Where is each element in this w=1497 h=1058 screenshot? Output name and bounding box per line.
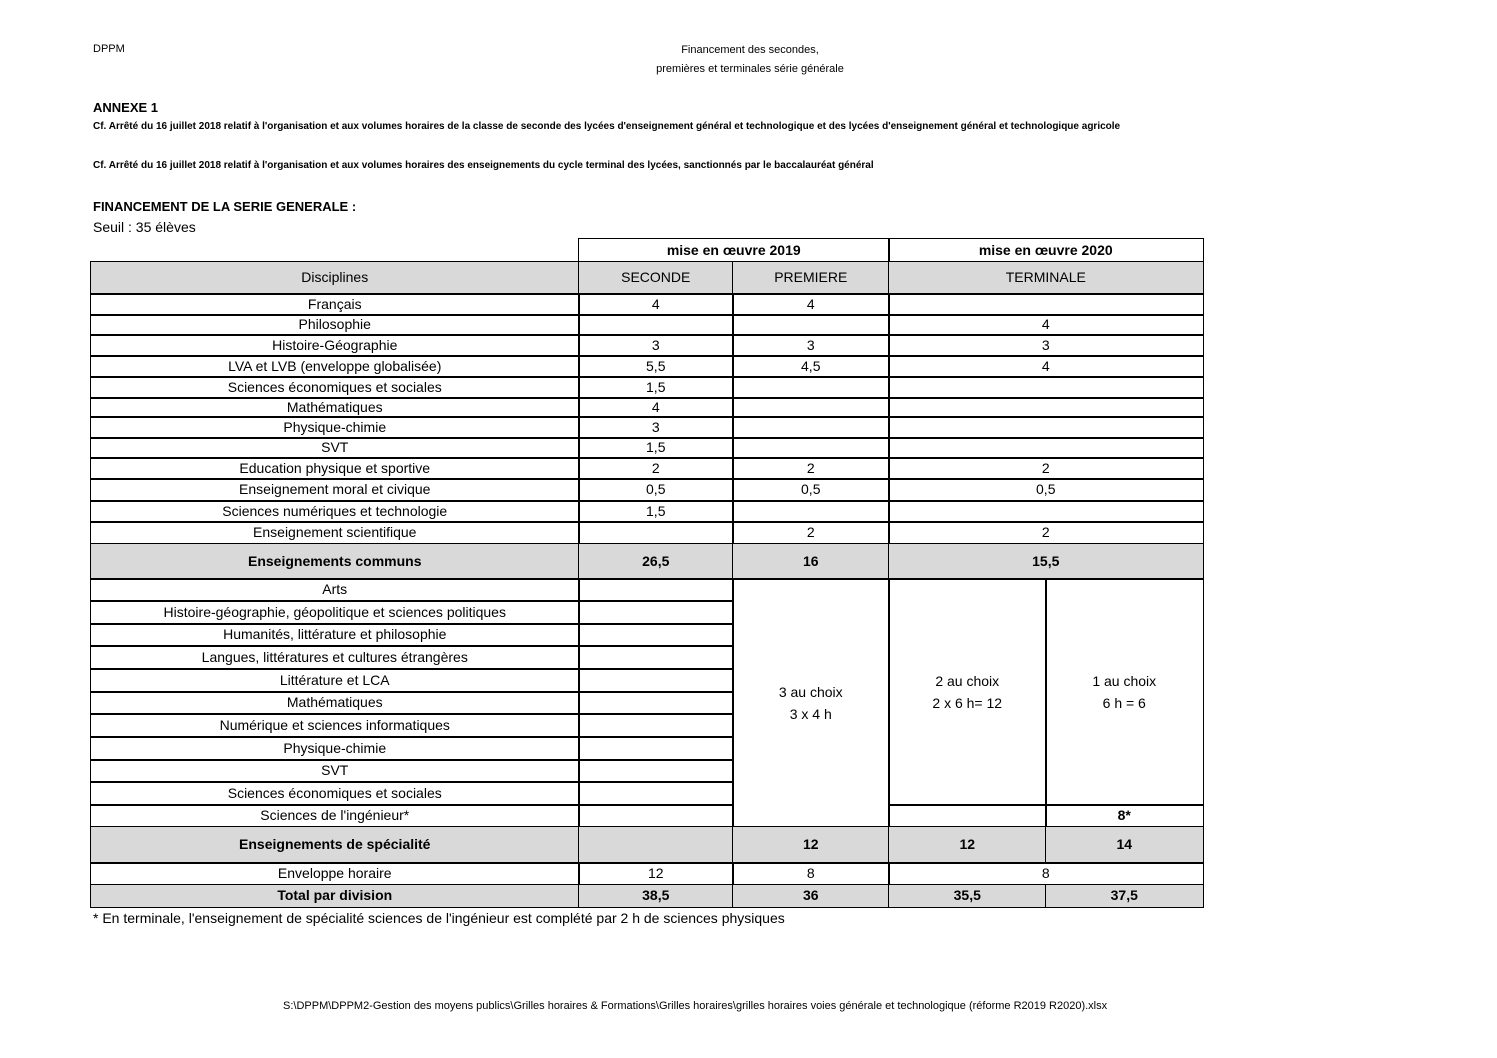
col-header-terminale: TERMINALE <box>888 261 1204 295</box>
terminale-hours: 3 <box>888 334 1204 357</box>
seconde-hours: 0,5 <box>578 478 734 502</box>
communs-label: Enseignements communs <box>90 543 580 580</box>
enveloppe-label: Enveloppe horaire <box>90 862 580 886</box>
seconde-empty-cell <box>578 781 734 806</box>
communs-terminale: 15,5 <box>888 543 1204 580</box>
terminale-choice-b <box>1045 578 1204 806</box>
file-path: S:\DPPM\DPPM2-Gestion des moyens publics\Grilles horaires & Formations\Grilles horaires\grilles horaires voies générale et technologique (réforme R2019 R2020).xlsx <box>283 1000 1108 1012</box>
discipline-label: Français <box>90 293 580 316</box>
terminale-hours: 4 <box>888 314 1204 336</box>
communs-premiere: 16 <box>732 543 890 580</box>
premiere-choice-line-1: 3 au choix <box>778 683 843 700</box>
premiere-hours <box>732 314 890 336</box>
discipline-label: Sciences économiques et sociales <box>90 376 580 399</box>
seconde-hours: 4 <box>578 397 734 418</box>
communs-seconde: 26,5 <box>578 543 734 580</box>
seconde-hours <box>578 314 734 336</box>
specialite-seconde <box>578 826 734 864</box>
header-left: DPPM <box>93 43 125 55</box>
total-label: Total par division <box>90 884 580 908</box>
specialite-total-label: Enseignements de spécialité <box>90 826 580 864</box>
seconde-hours: 3 <box>578 416 734 439</box>
seconde-hours: 3 <box>578 334 734 357</box>
header-line-1: Financement des secondes, <box>681 44 819 56</box>
premiere-hours: 2 <box>732 457 890 480</box>
col-header-seconde: SECONDE <box>578 261 734 295</box>
seconde-empty-cell <box>578 645 734 670</box>
discipline-label: Education physique et sportive <box>90 457 580 480</box>
terminale-choice-b-line-1: 1 au choix <box>1092 672 1157 689</box>
specialite-label: Langues, littératures et cultures étrangères <box>90 645 580 670</box>
seconde-empty-cell <box>578 759 734 783</box>
terminale-hours: 2 <box>888 457 1204 480</box>
financement-title: FINANCEMENT DE LA SERIE GENERALE : <box>93 199 357 214</box>
seconde-empty-cell <box>578 623 734 647</box>
specialite-label: Physique-chimie <box>90 736 580 761</box>
enveloppe-premiere: 8 <box>732 862 890 886</box>
terminale-choice-a-line-1: 2 au choix <box>935 672 1000 689</box>
premiere-hours: 2 <box>732 521 890 545</box>
seuil-label: Seuil : 35 élèves <box>93 219 196 235</box>
seconde-empty-cell <box>578 804 734 828</box>
specialite-label: Numérique et sciences informatiques <box>90 713 580 738</box>
specialite-label: Humanités, littérature et philosophie <box>90 623 580 647</box>
specialite-label: Mathématiques <box>90 691 580 715</box>
terminale-choice-a-line-2: 2 x 6 h= 12 <box>932 694 1003 711</box>
premiere-hours: 4,5 <box>732 355 890 378</box>
reference-2: Cf. Arrêté du 16 juillet 2018 relatif à l'organisation et aux volumes horaires des enseignements du cycle terminal des lycées, sanctionnés par le baccalauréat général <box>93 160 874 171</box>
specialite-label: Histoire-géographie, géopolitique et sciences politiques <box>90 600 580 625</box>
footnote: * En terminale, l'enseignement de spécialité sciences de l'ingénieur est complété par 2 h de sciences physiques <box>93 910 785 926</box>
group-2019-header: mise en œuvre 2019 <box>578 238 890 263</box>
specialite-label: SVT <box>90 759 580 783</box>
col-header-disciplines: Disciplines <box>90 261 580 295</box>
terminale-choice-a <box>888 578 1047 806</box>
specialite-terminale-b: 14 <box>1045 826 1204 864</box>
terminale-hours: 2 <box>888 521 1204 545</box>
specialite-label: Arts <box>90 578 580 602</box>
seconde-empty-cell <box>578 691 734 715</box>
terminale-hours <box>888 416 1204 439</box>
specialite-label: Sciences de l'ingénieur* <box>90 804 580 828</box>
seconde-hours: 1,5 <box>578 437 734 459</box>
seconde-empty-cell <box>578 600 734 625</box>
discipline-label: SVT <box>90 437 580 459</box>
enveloppe-terminale: 8 <box>888 862 1204 886</box>
premiere-choice-line-2: 3 x 4 h <box>789 705 832 722</box>
premiere-hours <box>732 500 890 523</box>
seconde-hours: 5,5 <box>578 355 734 378</box>
annexe-title: ANNEXE 1 <box>93 100 159 115</box>
premiere-hours: 4 <box>732 293 890 316</box>
discipline-label: Enseignement scientifique <box>90 521 580 545</box>
terminale-hours <box>888 500 1204 523</box>
terminale-hours: 0,5 <box>888 478 1204 502</box>
discipline-label: LVA et LVB (enveloppe globalisée) <box>90 355 580 378</box>
premiere-hours <box>732 397 890 418</box>
discipline-label: Mathématiques <box>90 397 580 418</box>
terminale-choice-b-line-2: 6 h = 6 <box>1102 694 1146 711</box>
premiere-choice <box>732 578 890 828</box>
col-header-premiere: PREMIERE <box>732 261 890 295</box>
specialite-premiere: 12 <box>732 826 890 864</box>
premiere-hours: 0,5 <box>732 478 890 502</box>
terminale-hours <box>888 293 1204 316</box>
total-terminale-b: 37,5 <box>1045 884 1204 908</box>
seconde-empty-cell <box>578 578 734 602</box>
total-premiere: 36 <box>732 884 890 908</box>
group-2020-header: mise en œuvre 2020 <box>888 238 1204 263</box>
seconde-hours <box>578 521 734 545</box>
si-terminale-b: 8* <box>1045 804 1204 828</box>
specialite-label: Sciences économiques et sociales <box>90 781 580 806</box>
seconde-hours: 4 <box>578 293 734 316</box>
seconde-empty-cell <box>578 668 734 693</box>
discipline-label: Enseignement moral et civique <box>90 478 580 502</box>
seconde-hours: 1,5 <box>578 376 734 399</box>
total-terminale-a: 35,5 <box>888 884 1047 908</box>
si-terminale-a <box>888 804 1047 828</box>
premiere-hours: 3 <box>732 334 890 357</box>
reference-1: Cf. Arrêté du 16 juillet 2018 relatif à l'organisation et aux volumes horaires de la classe de seconde des lycées d'enseignement général et technologique et des lycées d'enseignement général et technologique agricole <box>93 121 1121 132</box>
discipline-label: Philosophie <box>90 314 580 336</box>
premiere-hours <box>732 416 890 439</box>
seconde-hours: 2 <box>578 457 734 480</box>
terminale-hours <box>888 437 1204 459</box>
discipline-label: Physique-chimie <box>90 416 580 439</box>
seconde-empty-cell <box>578 736 734 761</box>
header-center <box>600 41 900 79</box>
total-seconde: 38,5 <box>578 884 734 908</box>
header-line-2: premières et terminales série générale <box>656 63 844 75</box>
terminale-hours <box>888 376 1204 399</box>
seconde-hours: 1,5 <box>578 500 734 523</box>
terminale-hours <box>888 397 1204 418</box>
specialite-terminale-a: 12 <box>888 826 1047 864</box>
seconde-empty-cell <box>578 713 734 738</box>
discipline-label: Sciences numériques et technologie <box>90 500 580 523</box>
premiere-hours <box>732 376 890 399</box>
specialite-label: Littérature et LCA <box>90 668 580 693</box>
terminale-hours: 4 <box>888 355 1204 378</box>
discipline-label: Histoire-Géographie <box>90 334 580 357</box>
premiere-hours <box>732 437 890 459</box>
enveloppe-seconde: 12 <box>578 862 734 886</box>
